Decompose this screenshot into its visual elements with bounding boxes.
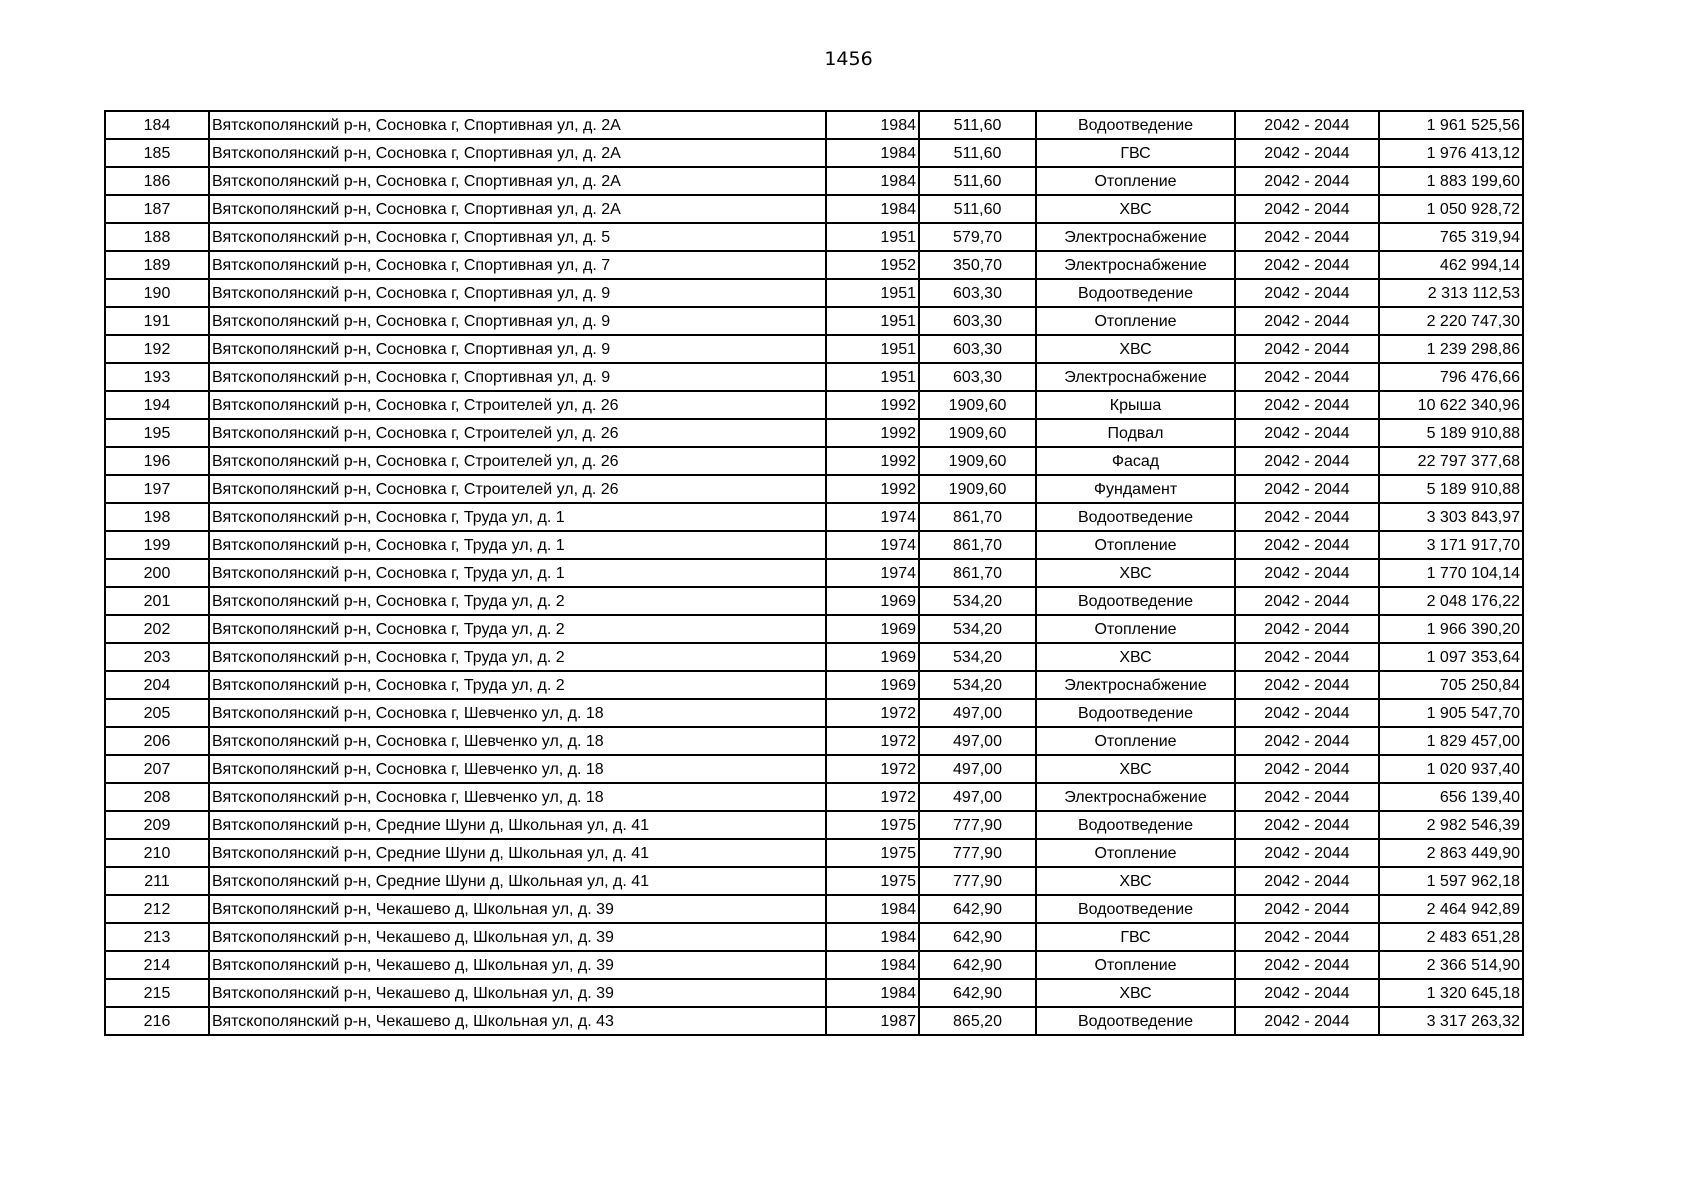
- area-cell: 534,20: [919, 643, 1036, 671]
- cost-cell: 1 883 199,60: [1379, 167, 1523, 195]
- period-cell: 2042 - 2044: [1235, 615, 1379, 643]
- year-cell: 1984: [826, 951, 919, 979]
- address-cell: Вятскополянский р-н, Средние Шуни д, Школьная ул, д. 41: [209, 811, 826, 839]
- address-cell: Вятскополянский р-н, Сосновка г, Строителей ул, д. 26: [209, 419, 826, 447]
- year-cell: 1987: [826, 1007, 919, 1035]
- cost-cell: 1 961 525,56: [1379, 111, 1523, 139]
- year-cell: 1969: [826, 615, 919, 643]
- address-cell: Вятскополянский р-н, Чекашево д, Школьная ул, д. 39: [209, 951, 826, 979]
- year-cell: 1992: [826, 475, 919, 503]
- cost-cell: 1 320 645,18: [1379, 979, 1523, 1007]
- address-cell: Вятскополянский р-н, Сосновка г, Труда ул, д. 1: [209, 503, 826, 531]
- row-number: 198: [105, 503, 209, 531]
- row-number: 206: [105, 727, 209, 755]
- table-row: [105, 783, 1523, 811]
- work-type-cell: Фундамент: [1036, 475, 1235, 503]
- work-type-cell: ХВС: [1036, 559, 1235, 587]
- year-cell: 1951: [826, 307, 919, 335]
- period-cell: 2042 - 2044: [1235, 867, 1379, 895]
- table-row: [105, 475, 1523, 503]
- year-cell: 1984: [826, 167, 919, 195]
- row-number: 185: [105, 139, 209, 167]
- cost-cell: 2 483 651,28: [1379, 923, 1523, 951]
- work-type-cell: Водоотведение: [1036, 279, 1235, 307]
- address-cell: Вятскополянский р-н, Сосновка г, Спортивная ул, д. 9: [209, 307, 826, 335]
- period-cell: 2042 - 2044: [1235, 587, 1379, 615]
- area-cell: 534,20: [919, 671, 1036, 699]
- row-number: 190: [105, 279, 209, 307]
- row-number: 188: [105, 223, 209, 251]
- table-row: [105, 419, 1523, 447]
- cost-cell: 2 863 449,90: [1379, 839, 1523, 867]
- cost-cell: 765 319,94: [1379, 223, 1523, 251]
- row-number: 215: [105, 979, 209, 1007]
- work-type-cell: ГВС: [1036, 923, 1235, 951]
- area-cell: 603,30: [919, 307, 1036, 335]
- work-type-cell: Водоотведение: [1036, 111, 1235, 139]
- table-row: [105, 279, 1523, 307]
- row-number: 196: [105, 447, 209, 475]
- cost-cell: 3 303 843,97: [1379, 503, 1523, 531]
- area-cell: 861,70: [919, 503, 1036, 531]
- area-cell: 777,90: [919, 811, 1036, 839]
- table-row: [105, 391, 1523, 419]
- row-number: 203: [105, 643, 209, 671]
- period-cell: 2042 - 2044: [1235, 923, 1379, 951]
- work-type-cell: ХВС: [1036, 643, 1235, 671]
- table-row: [105, 139, 1523, 167]
- area-cell: 1909,60: [919, 419, 1036, 447]
- cost-cell: 1 976 413,12: [1379, 139, 1523, 167]
- address-cell: Вятскополянский р-н, Средние Шуни д, Школьная ул, д. 41: [209, 839, 826, 867]
- table-row: [105, 447, 1523, 475]
- area-cell: 511,60: [919, 195, 1036, 223]
- year-cell: 1972: [826, 727, 919, 755]
- address-cell: Вятскополянский р-н, Чекашево д, Школьная ул, д. 39: [209, 979, 826, 1007]
- period-cell: 2042 - 2044: [1235, 503, 1379, 531]
- table-row: [105, 923, 1523, 951]
- table-row: [105, 867, 1523, 895]
- table-row: [105, 979, 1523, 1007]
- address-cell: Вятскополянский р-н, Сосновка г, Шевченко ул, д. 18: [209, 699, 826, 727]
- period-cell: 2042 - 2044: [1235, 419, 1379, 447]
- table-row: [105, 111, 1523, 139]
- address-cell: Вятскополянский р-н, Чекашево д, Школьная ул, д. 39: [209, 923, 826, 951]
- cost-cell: 2 220 747,30: [1379, 307, 1523, 335]
- row-number: 200: [105, 559, 209, 587]
- cost-cell: 2 313 112,53: [1379, 279, 1523, 307]
- year-cell: 1992: [826, 419, 919, 447]
- table-row: [105, 559, 1523, 587]
- area-cell: 511,60: [919, 139, 1036, 167]
- area-cell: 642,90: [919, 951, 1036, 979]
- address-cell: Вятскополянский р-н, Сосновка г, Спортивная ул, д. 2А: [209, 195, 826, 223]
- year-cell: 1969: [826, 643, 919, 671]
- year-cell: 1984: [826, 923, 919, 951]
- period-cell: 2042 - 2044: [1235, 979, 1379, 1007]
- area-cell: 603,30: [919, 279, 1036, 307]
- year-cell: 1992: [826, 391, 919, 419]
- row-number: 216: [105, 1007, 209, 1035]
- area-cell: 861,70: [919, 559, 1036, 587]
- year-cell: 1984: [826, 979, 919, 1007]
- period-cell: 2042 - 2044: [1235, 643, 1379, 671]
- row-number: 195: [105, 419, 209, 447]
- cost-cell: 1 020 937,40: [1379, 755, 1523, 783]
- table-row: [105, 1007, 1523, 1035]
- work-type-cell: Подвал: [1036, 419, 1235, 447]
- work-type-cell: Отопление: [1036, 839, 1235, 867]
- area-cell: 497,00: [919, 727, 1036, 755]
- table-row: [105, 167, 1523, 195]
- period-cell: 2042 - 2044: [1235, 755, 1379, 783]
- area-cell: 642,90: [919, 979, 1036, 1007]
- period-cell: 2042 - 2044: [1235, 391, 1379, 419]
- table-row: [105, 699, 1523, 727]
- work-type-cell: Отопление: [1036, 531, 1235, 559]
- period-cell: 2042 - 2044: [1235, 167, 1379, 195]
- area-cell: 603,30: [919, 335, 1036, 363]
- cost-cell: 1 770 104,14: [1379, 559, 1523, 587]
- area-cell: 511,60: [919, 167, 1036, 195]
- period-cell: 2042 - 2044: [1235, 335, 1379, 363]
- row-number: 205: [105, 699, 209, 727]
- year-cell: 1975: [826, 811, 919, 839]
- period-cell: 2042 - 2044: [1235, 223, 1379, 251]
- area-cell: 534,20: [919, 615, 1036, 643]
- row-number: 193: [105, 363, 209, 391]
- table-row: [105, 251, 1523, 279]
- work-type-cell: Электроснабжение: [1036, 251, 1235, 279]
- area-cell: 534,20: [919, 587, 1036, 615]
- address-cell: Вятскополянский р-н, Сосновка г, Труда ул, д. 2: [209, 671, 826, 699]
- area-cell: 777,90: [919, 867, 1036, 895]
- cost-cell: 796 476,66: [1379, 363, 1523, 391]
- area-cell: 777,90: [919, 839, 1036, 867]
- cost-cell: 1 239 298,86: [1379, 335, 1523, 363]
- row-number: 208: [105, 783, 209, 811]
- cost-cell: 656 139,40: [1379, 783, 1523, 811]
- data-table: [104, 110, 1524, 1036]
- period-cell: 2042 - 2044: [1235, 559, 1379, 587]
- work-type-cell: Водоотведение: [1036, 503, 1235, 531]
- row-number: 194: [105, 391, 209, 419]
- year-cell: 1951: [826, 363, 919, 391]
- table-row: [105, 643, 1523, 671]
- row-number: 212: [105, 895, 209, 923]
- period-cell: 2042 - 2044: [1235, 363, 1379, 391]
- table-row: [105, 223, 1523, 251]
- cost-cell: 462 994,14: [1379, 251, 1523, 279]
- address-cell: Вятскополянский р-н, Сосновка г, Спортивная ул, д. 9: [209, 335, 826, 363]
- period-cell: 2042 - 2044: [1235, 895, 1379, 923]
- year-cell: 1972: [826, 755, 919, 783]
- table-row: [105, 335, 1523, 363]
- year-cell: 1984: [826, 895, 919, 923]
- address-cell: Вятскополянский р-н, Сосновка г, Спортивная ул, д. 9: [209, 363, 826, 391]
- table-row: [105, 531, 1523, 559]
- cost-cell: 5 189 910,88: [1379, 419, 1523, 447]
- year-cell: 1984: [826, 139, 919, 167]
- period-cell: 2042 - 2044: [1235, 839, 1379, 867]
- cost-cell: 1 597 962,18: [1379, 867, 1523, 895]
- period-cell: 2042 - 2044: [1235, 951, 1379, 979]
- period-cell: 2042 - 2044: [1235, 531, 1379, 559]
- work-type-cell: Водоотведение: [1036, 699, 1235, 727]
- work-type-cell: Крыша: [1036, 391, 1235, 419]
- work-type-cell: Отопление: [1036, 615, 1235, 643]
- work-type-cell: ХВС: [1036, 867, 1235, 895]
- cost-cell: 3 171 917,70: [1379, 531, 1523, 559]
- row-number: 211: [105, 867, 209, 895]
- work-type-cell: ХВС: [1036, 755, 1235, 783]
- row-number: 207: [105, 755, 209, 783]
- period-cell: 2042 - 2044: [1235, 1007, 1379, 1035]
- cost-cell: 1 905 547,70: [1379, 699, 1523, 727]
- row-number: 189: [105, 251, 209, 279]
- address-cell: Вятскополянский р-н, Сосновка г, Спортивная ул, д. 7: [209, 251, 826, 279]
- address-cell: Вятскополянский р-н, Сосновка г, Шевченко ул, д. 18: [209, 727, 826, 755]
- work-type-cell: Отопление: [1036, 727, 1235, 755]
- work-type-cell: ГВС: [1036, 139, 1235, 167]
- row-number: 187: [105, 195, 209, 223]
- row-number: 184: [105, 111, 209, 139]
- page-number: 1456: [824, 48, 873, 70]
- address-cell: Вятскополянский р-н, Сосновка г, Труда ул, д. 2: [209, 615, 826, 643]
- year-cell: 1974: [826, 503, 919, 531]
- period-cell: 2042 - 2044: [1235, 307, 1379, 335]
- period-cell: 2042 - 2044: [1235, 783, 1379, 811]
- period-cell: 2042 - 2044: [1235, 139, 1379, 167]
- area-cell: 861,70: [919, 531, 1036, 559]
- year-cell: 1974: [826, 559, 919, 587]
- year-cell: 1975: [826, 867, 919, 895]
- cost-cell: 3 317 263,32: [1379, 1007, 1523, 1035]
- address-cell: Вятскополянский р-н, Сосновка г, Труда ул, д. 1: [209, 559, 826, 587]
- work-type-cell: Отопление: [1036, 307, 1235, 335]
- work-type-cell: Электроснабжение: [1036, 671, 1235, 699]
- cost-cell: 1 966 390,20: [1379, 615, 1523, 643]
- address-cell: Вятскополянский р-н, Чекашево д, Школьная ул, д. 43: [209, 1007, 826, 1035]
- row-number: 186: [105, 167, 209, 195]
- area-cell: 497,00: [919, 699, 1036, 727]
- address-cell: Вятскополянский р-н, Чекашево д, Школьная ул, д. 39: [209, 895, 826, 923]
- row-number: 209: [105, 811, 209, 839]
- period-cell: 2042 - 2044: [1235, 699, 1379, 727]
- area-cell: 579,70: [919, 223, 1036, 251]
- cost-cell: 2 048 176,22: [1379, 587, 1523, 615]
- area-cell: 603,30: [919, 363, 1036, 391]
- address-cell: Вятскополянский р-н, Сосновка г, Труда ул, д. 2: [209, 587, 826, 615]
- cost-cell: 1 097 353,64: [1379, 643, 1523, 671]
- address-cell: Вятскополянский р-н, Сосновка г, Спортивная ул, д. 9: [209, 279, 826, 307]
- period-cell: 2042 - 2044: [1235, 195, 1379, 223]
- area-cell: 1909,60: [919, 475, 1036, 503]
- year-cell: 1951: [826, 335, 919, 363]
- year-cell: 1975: [826, 839, 919, 867]
- address-cell: Вятскополянский р-н, Сосновка г, Строителей ул, д. 26: [209, 391, 826, 419]
- area-cell: 865,20: [919, 1007, 1036, 1035]
- work-type-cell: ХВС: [1036, 195, 1235, 223]
- address-cell: Вятскополянский р-н, Сосновка г, Спортивная ул, д. 5: [209, 223, 826, 251]
- work-type-cell: Отопление: [1036, 167, 1235, 195]
- period-cell: 2042 - 2044: [1235, 475, 1379, 503]
- row-number: 191: [105, 307, 209, 335]
- period-cell: 2042 - 2044: [1235, 727, 1379, 755]
- work-type-cell: Водоотведение: [1036, 811, 1235, 839]
- area-cell: 350,70: [919, 251, 1036, 279]
- address-cell: Вятскополянский р-н, Сосновка г, Спортивная ул, д. 2А: [209, 167, 826, 195]
- year-cell: 1969: [826, 671, 919, 699]
- row-number: 204: [105, 671, 209, 699]
- year-cell: 1972: [826, 699, 919, 727]
- cost-cell: 705 250,84: [1379, 671, 1523, 699]
- year-cell: 1974: [826, 531, 919, 559]
- year-cell: 1972: [826, 783, 919, 811]
- row-number: 210: [105, 839, 209, 867]
- row-number: 213: [105, 923, 209, 951]
- period-cell: 2042 - 2044: [1235, 811, 1379, 839]
- row-number: 199: [105, 531, 209, 559]
- table-row: [105, 727, 1523, 755]
- address-cell: Вятскополянский р-н, Сосновка г, Спортивная ул, д. 2А: [209, 111, 826, 139]
- cost-cell: 10 622 340,96: [1379, 391, 1523, 419]
- year-cell: 1951: [826, 279, 919, 307]
- year-cell: 1992: [826, 447, 919, 475]
- table-row: [105, 951, 1523, 979]
- work-type-cell: Отопление: [1036, 951, 1235, 979]
- row-number: 202: [105, 615, 209, 643]
- address-cell: Вятскополянский р-н, Средние Шуни д, Школьная ул, д. 41: [209, 867, 826, 895]
- year-cell: 1984: [826, 111, 919, 139]
- table-row: [105, 195, 1523, 223]
- work-type-cell: Водоотведение: [1036, 1007, 1235, 1035]
- table-row: [105, 615, 1523, 643]
- table-row: [105, 755, 1523, 783]
- address-cell: Вятскополянский р-н, Сосновка г, Спортивная ул, д. 2А: [209, 139, 826, 167]
- work-type-cell: Электроснабжение: [1036, 783, 1235, 811]
- cost-cell: 5 189 910,88: [1379, 475, 1523, 503]
- work-type-cell: Электроснабжение: [1036, 223, 1235, 251]
- work-type-cell: Водоотведение: [1036, 895, 1235, 923]
- period-cell: 2042 - 2044: [1235, 279, 1379, 307]
- cost-cell: 2 366 514,90: [1379, 951, 1523, 979]
- table-row: [105, 307, 1523, 335]
- year-cell: 1984: [826, 195, 919, 223]
- cost-cell: 1 829 457,00: [1379, 727, 1523, 755]
- year-cell: 1951: [826, 223, 919, 251]
- work-type-cell: ХВС: [1036, 979, 1235, 1007]
- cost-cell: 22 797 377,68: [1379, 447, 1523, 475]
- area-cell: 642,90: [919, 923, 1036, 951]
- table-row: [105, 811, 1523, 839]
- work-type-cell: ХВС: [1036, 335, 1235, 363]
- table-row: [105, 503, 1523, 531]
- work-type-cell: Водоотведение: [1036, 587, 1235, 615]
- period-cell: 2042 - 2044: [1235, 447, 1379, 475]
- row-number: 201: [105, 587, 209, 615]
- address-cell: Вятскополянский р-н, Сосновка г, Строителей ул, д. 26: [209, 447, 826, 475]
- area-cell: 497,00: [919, 755, 1036, 783]
- area-cell: 1909,60: [919, 391, 1036, 419]
- period-cell: 2042 - 2044: [1235, 671, 1379, 699]
- address-cell: Вятскополянский р-н, Сосновка г, Строителей ул, д. 26: [209, 475, 826, 503]
- cost-cell: 1 050 928,72: [1379, 195, 1523, 223]
- address-cell: Вятскополянский р-н, Сосновка г, Труда ул, д. 2: [209, 643, 826, 671]
- area-cell: 497,00: [919, 783, 1036, 811]
- table-row: [105, 839, 1523, 867]
- period-cell: 2042 - 2044: [1235, 111, 1379, 139]
- area-cell: 642,90: [919, 895, 1036, 923]
- year-cell: 1952: [826, 251, 919, 279]
- work-type-cell: Электроснабжение: [1036, 363, 1235, 391]
- period-cell: 2042 - 2044: [1235, 251, 1379, 279]
- table-row: [105, 895, 1523, 923]
- table-row: [105, 671, 1523, 699]
- address-cell: Вятскополянский р-н, Сосновка г, Шевченко ул, д. 18: [209, 783, 826, 811]
- table-row: [105, 587, 1523, 615]
- table-row: [105, 363, 1523, 391]
- row-number: 192: [105, 335, 209, 363]
- address-cell: Вятскополянский р-н, Сосновка г, Труда ул, д. 1: [209, 531, 826, 559]
- row-number: 197: [105, 475, 209, 503]
- row-number: 214: [105, 951, 209, 979]
- work-type-cell: Фасад: [1036, 447, 1235, 475]
- cost-cell: 2 982 546,39: [1379, 811, 1523, 839]
- area-cell: 1909,60: [919, 447, 1036, 475]
- table-body: [105, 111, 1523, 1035]
- address-cell: Вятскополянский р-н, Сосновка г, Шевченко ул, д. 18: [209, 755, 826, 783]
- area-cell: 511,60: [919, 111, 1036, 139]
- year-cell: 1969: [826, 587, 919, 615]
- cost-cell: 2 464 942,89: [1379, 895, 1523, 923]
